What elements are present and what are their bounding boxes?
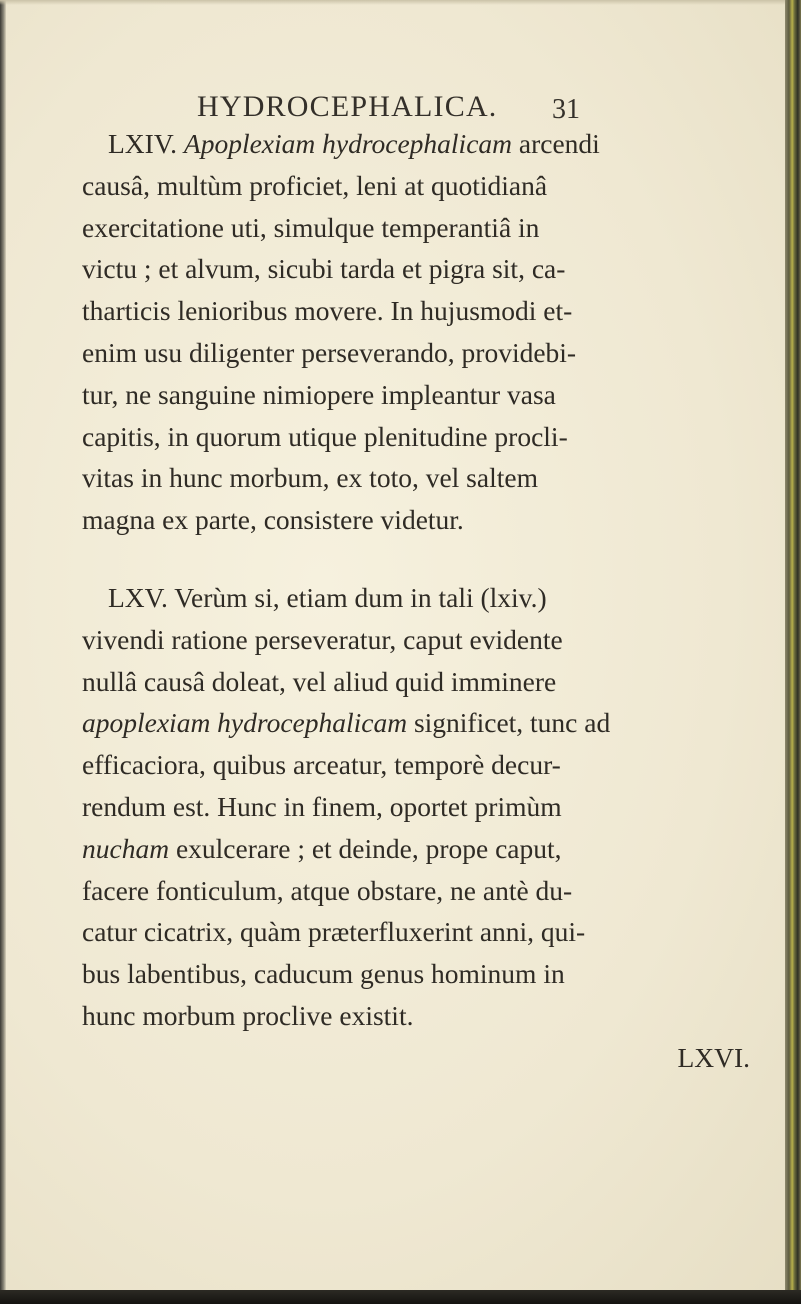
text-line: vitas in hunc morbum, ex toto, vel saltem xyxy=(82,462,538,494)
paragraph-65 xyxy=(82,577,772,1037)
text-line: tur, ne sanguine nimiopere impleantur vasa xyxy=(82,378,556,410)
page-bottom-edge xyxy=(0,1290,801,1304)
page-top-edge xyxy=(0,0,801,5)
text-line: causâ, multùm proficiet, leni at quotidianâ xyxy=(82,169,548,201)
text-line: vivendi ratione perseveratur, caput evidente xyxy=(82,623,563,655)
text-line: exercitatione uti, simulque temperantiâ in xyxy=(82,211,540,243)
body-text xyxy=(82,123,772,1079)
text-line: tharticis lenioribus movere. In hujusmodi et- xyxy=(82,295,573,327)
text-line: magna ex parte, consistere videtur. xyxy=(82,504,464,536)
page-gutter-shadow xyxy=(0,0,6,1304)
text-line: LXV. Verùm si, etiam dum in tali (lxiv.) xyxy=(108,581,547,613)
catchword: LXVI. xyxy=(677,1041,750,1073)
text-line: nullâ causâ doleat, vel aliud quid imminere xyxy=(82,665,557,697)
text-line: bus labentibus, caducum genus hominum in xyxy=(82,958,565,990)
text-line: catur cicatrix, quàm præterfluxerint anni, qui- xyxy=(82,916,586,948)
paragraph-64 xyxy=(82,123,772,541)
paragraph-gap xyxy=(82,541,772,577)
text-line: apoplexiam hydrocephalicam significet, tunc ad xyxy=(82,707,611,739)
text-line: facere fonticulum, atque obstare, ne antè du- xyxy=(82,874,573,906)
text-line: hunc morbum proclive existit. xyxy=(82,999,414,1031)
text-line: enim usu diligenter perseverando, providebi- xyxy=(82,336,577,368)
text-line: efficaciora, quibus arceatur, temporè decur- xyxy=(82,749,561,781)
text-line: LXIV. Apoplexiam hydrocephalicam arcendi xyxy=(108,128,600,159)
text-line: rendum est. Hunc in finem, oportet primùm xyxy=(82,790,562,822)
text-line: nucham exulcerare ; et deinde, prope caput, xyxy=(82,832,562,864)
text-line: victu ; et alvum, sicubi tarda et pigra sit, ca- xyxy=(82,253,566,285)
text-line: capitis, in quorum utique plenitudine procli- xyxy=(82,420,568,452)
page-number: 31 xyxy=(552,94,580,125)
page-fore-edge xyxy=(785,0,801,1304)
running-header: HYDROCEPHALICA. xyxy=(197,90,498,123)
